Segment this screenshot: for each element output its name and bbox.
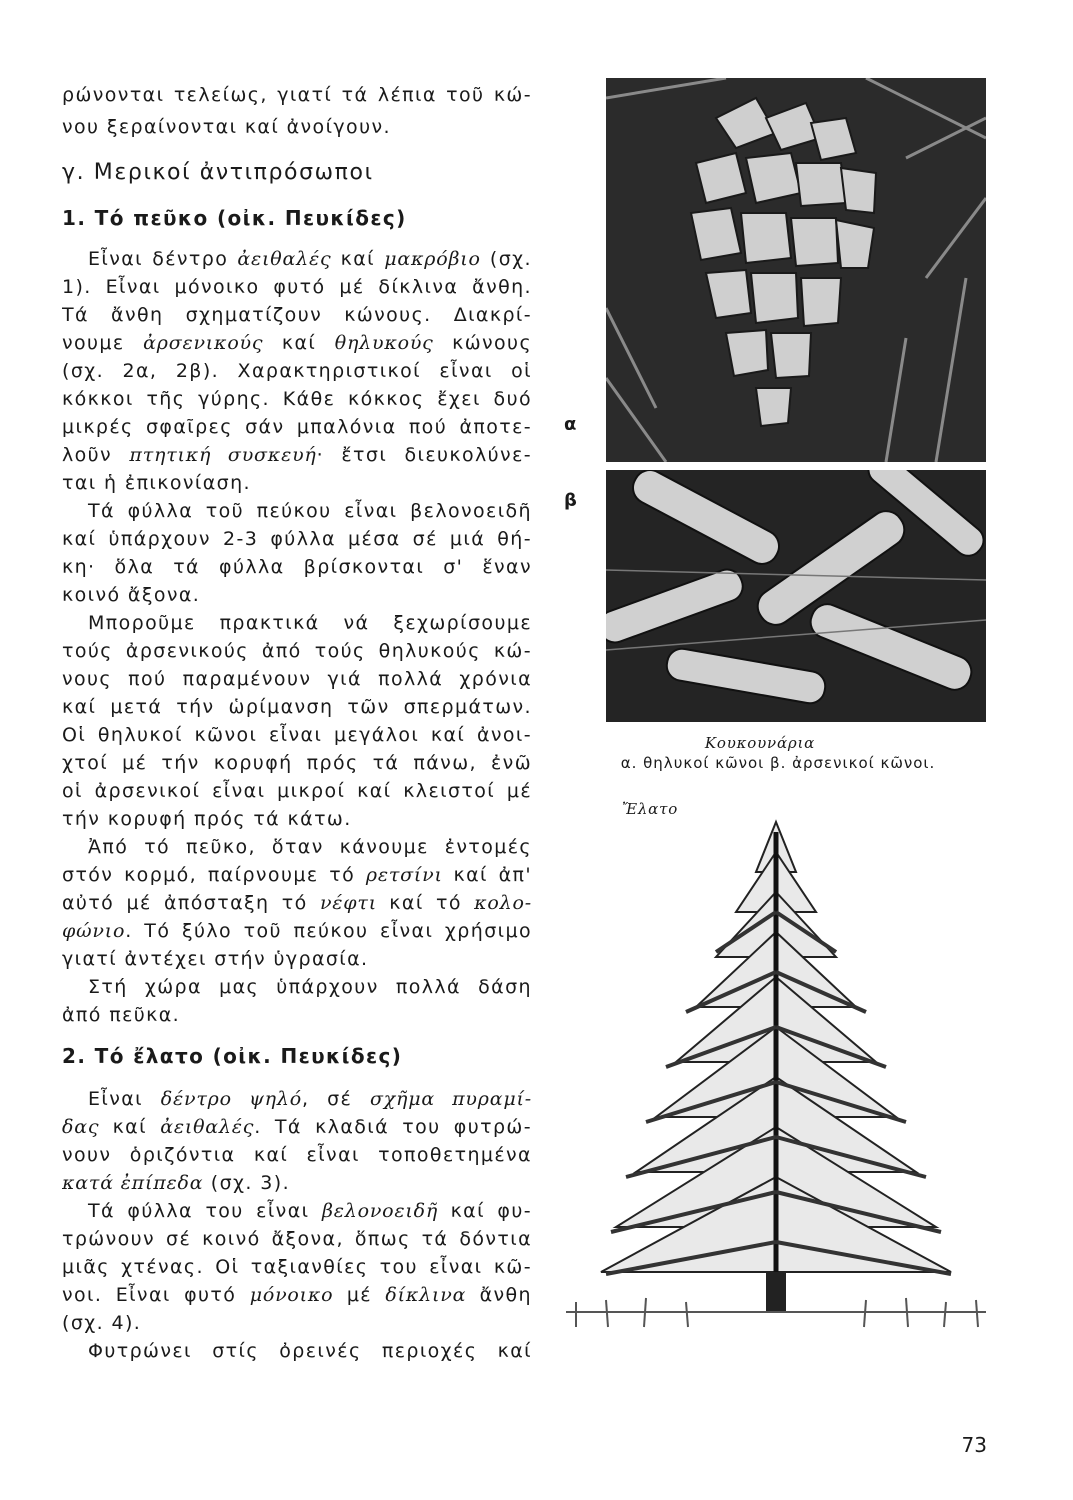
text-line: Εἶναι δέντρο ἀειθαλές καί μακρόβιο (σχ. (88, 248, 532, 270)
text-line: Μποροῦμε πρακτικά νά ξεχωρίσουμε (88, 612, 532, 634)
text-line: νουμε ἀρσενικούς καί θηλυκούς κώνους (62, 332, 532, 354)
text-line: φώνιο. Τό ξύλο τοῦ πεύκου εἶναι χρήσιμο (62, 920, 532, 942)
male-cones-photo (606, 470, 986, 722)
text-line: (σχ. 4). (62, 1312, 142, 1334)
text-line: τήν κορυφή πρός τά κάτω. (62, 808, 352, 830)
fir-tree-illustration (566, 812, 986, 1332)
text-line: κατά ἐπίπεδα (σχ. 3). (62, 1172, 291, 1194)
text-line: τούς ἀρσενικούς ἀπό τούς θηλυκούς κώ- (62, 640, 532, 662)
text-line: Εἶναι δέντρο ψηλό, σέ σχῆμα πυραμί- (88, 1088, 532, 1110)
intro-line: ρώνονται τελείως, γιατί τά λέπια τοῦ κώ- (62, 84, 532, 106)
text-line: νουν ὁριζόντια καί εἶναι τοποθετημένα (62, 1144, 532, 1166)
text-line: στόν κορμό, παίρνουμε τό ρετσίνι καί ἀπ' (62, 864, 532, 886)
text-line: 1). Εἶναι μόνοικο φυτό μέ δίκλινα ἄνθη. (62, 276, 532, 298)
figure-label-b: β (564, 490, 577, 511)
text-line: Τά φύλλα του εἶναι βελονοειδῆ καί φυ- (88, 1200, 532, 1222)
text-line: γιατί ἀντέχει στήν ὑγρασία. (62, 948, 369, 970)
text-line: χτοί μέ τήν κορυφή πρός τά πάνω, ἐνῶ (62, 752, 532, 774)
text-line: λοῦν πτητική συσκευή· ἔτσι διευκολύνε- (62, 444, 532, 466)
text-line: κοινό ἄξονα. (62, 584, 201, 606)
text-line: τρώνουν σέ κοινό ἄξονα, ὅπως τά δόντια (62, 1228, 532, 1250)
fir-caption: Ἔλατο (621, 800, 679, 818)
cones-caption-text: α. θηλυκοί κῶνοι β. ἀρσενικοί κῶνοι. (620, 754, 936, 772)
text-line: αὐτό μέ ἀπόσταξη τό νέφτι καί τό κολο- (62, 892, 532, 914)
text-line: οἱ ἀρσενικοί εἶναι μικροί καί κλειστοί μέ (62, 780, 532, 802)
intro-line: νου ξεραίνονται καί ἀνοίγουν. (62, 116, 391, 138)
text-line: Οἱ θηλυκοί κῶνοι εἶναι μεγάλοι καί ἀνοι- (62, 724, 532, 746)
text-line: ται ἡ ἐπικονίαση. (62, 472, 251, 494)
text-line: κόκκοι τῆς γύρης. Κάθε κόκκος ἔχει δυό (62, 388, 532, 410)
pine-heading: 1. Τό πεῦκο (οἰκ. Πευκίδες) (62, 206, 407, 230)
female-cone-photo (606, 78, 986, 462)
text-line: (σχ. 2α, 2β). Χαρακτηριστικοί εἶναι οἱ (62, 360, 532, 382)
text-line: καί ὑπάρχουν 2-3 φύλλα μέσα σέ μιά θή- (62, 528, 532, 550)
figure-label-a: α (564, 414, 577, 435)
text-line: Τά φύλλα τοῦ πεύκου εἶναι βελονοειδῆ (88, 500, 532, 522)
text-line: Στή χώρα μας ὑπάρχουν πολλά δάση (88, 976, 532, 998)
text-line: καί μετά τήν ὡρίμανση τῶν σπερμάτων. (62, 696, 532, 718)
text-line: ἀπό πεῦκα. (62, 1004, 181, 1026)
text-line: νους πού παραμένουν γιά πολλά χρόνια (62, 668, 532, 690)
text-line: δας καί ἀειθαλές. Τά κλαδιά του φυτρώ- (62, 1116, 532, 1138)
text-line: νοι. Εἶναι φυτό μόνοικο μέ δίκλινα ἄνθη (62, 1284, 532, 1306)
text-line: Ἀπό τό πεῦκο, ὅταν κάνουμε ἐντομές (88, 836, 532, 858)
text-line: μικρές σφαῖρες σάν μπαλόνια πού ἀποτε- (62, 416, 532, 438)
text-line: κη· ὅλα τά φύλλα βρίσκονται σ' ἕναν (62, 556, 532, 578)
page-number: 73 (961, 1433, 987, 1457)
text-line: μιᾶς χτένας. Οἱ ταξιανθίες του εἶναι κῶ- (62, 1256, 532, 1278)
text-line: Φυτρώνει στίς ὀρεινές περιοχές καί (88, 1340, 532, 1362)
text-line: Τά ἄνθη σχηματίζουν κώνους. Διακρί- (62, 304, 532, 326)
fir-heading: 2. Τό ἔλατο (οἰκ. Πευκίδες) (62, 1044, 403, 1068)
section-heading: γ. Μερικοί ἀντιπρόσωποι (62, 160, 374, 185)
cones-caption-title: Κουκουνάρια (704, 734, 816, 752)
